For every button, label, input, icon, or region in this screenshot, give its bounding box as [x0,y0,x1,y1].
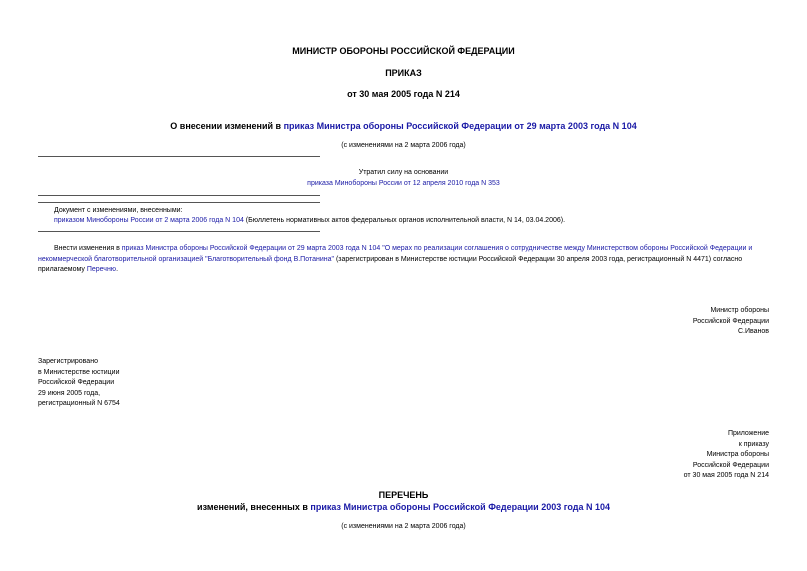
divider-1 [38,156,320,157]
amendments-source: (Бюллетень нормативных актов федеральных органов исполнительной власти, N 14, 03.04.2006). [243,217,566,224]
list-subtitle [0,502,807,512]
body-order-link[interactable]: приказ Министра обороны Российской Федерации от 29 марта 2003 года N 104 "О мерах по реализации соглашения о сотрудничестве между Министерством обороны Российской Федерации и некоммерческой благотворительной организацией "Благотворительный фонд В.Потанина" [38,245,753,263]
appendix-line-4: Российской Федерации [692,461,769,469]
amendments-line [54,217,565,224]
body-list-link[interactable]: Перечню [86,266,117,273]
registration-line-4: 29 июня 2005 года, [38,389,101,397]
signature-block [693,306,769,338]
divider-3 [38,202,320,203]
divider-2 [38,195,320,196]
amendments-label: Документ с изменениями, внесенными: [54,207,183,214]
appendix-line-2: к приказу [738,440,769,448]
doc-edition: (с изменениями на 2 марта 2006 года) [341,142,466,149]
appendix-line-1: Приложение [727,430,769,437]
registration-line-5: регистрационный N 6754 [38,400,120,407]
appendix-line-5: от 30 мая 2005 года N 214 [683,472,769,479]
divider-4 [38,231,320,232]
status-link[interactable]: приказа Минобороны России от 12 апреля 2010 года N 353 [307,180,500,187]
status-line: Утратил силу на основании [358,169,449,176]
doc-title-link[interactable]: приказ Министра обороны Российской Федерации от 29 марта 2003 года N 104 [283,121,637,131]
body-paragraph [38,244,776,276]
registration-line-2: в Министерстве юстиции [38,368,120,376]
signature-line-1: Министр обороны [710,307,769,314]
body-text-2: (зарегистрирован в Министерстве юстиции Российской Федерации 30 апреля 2003 года, регистрационный N 4471) согласно прилагаемому [38,255,743,273]
doc-title-prefix: О внесении изменений в [170,121,284,131]
signature-line-3: С.Иванов [737,328,769,335]
body-text-1: Внести изменения в [54,245,122,252]
doc-date-number: от 30 мая 2005 года N 214 [347,89,460,99]
amendments-link[interactable]: приказом Минобороны России от 2 марта 2006 года N 104 [54,217,244,224]
ministry-heading: МИНИСТР ОБОРОНЫ РОССИЙСКОЙ ФЕДЕРАЦИИ [292,46,515,56]
registration-block [38,357,120,410]
list-subtitle-prefix: изменений, внесенных в [197,502,311,512]
signature-line-2: Российской Федерации [692,317,769,325]
doc-type-heading: ПРИКАЗ [385,68,422,78]
list-title: ПЕРЕЧЕНЬ [378,490,429,500]
appendix-line-3: Министра обороны [706,451,769,458]
list-edition: (с изменениями на 2 марта 2006 года) [341,523,466,530]
doc-title [0,121,807,131]
appendix-block [684,429,769,482]
list-subtitle-link[interactable]: приказ Министра обороны Российской Федерации 2003 года N 104 [310,502,610,512]
registration-line-1: Зарегистрировано [38,358,98,365]
body-text-3: . [116,266,119,273]
registration-line-3: Российской Федерации [38,379,115,386]
